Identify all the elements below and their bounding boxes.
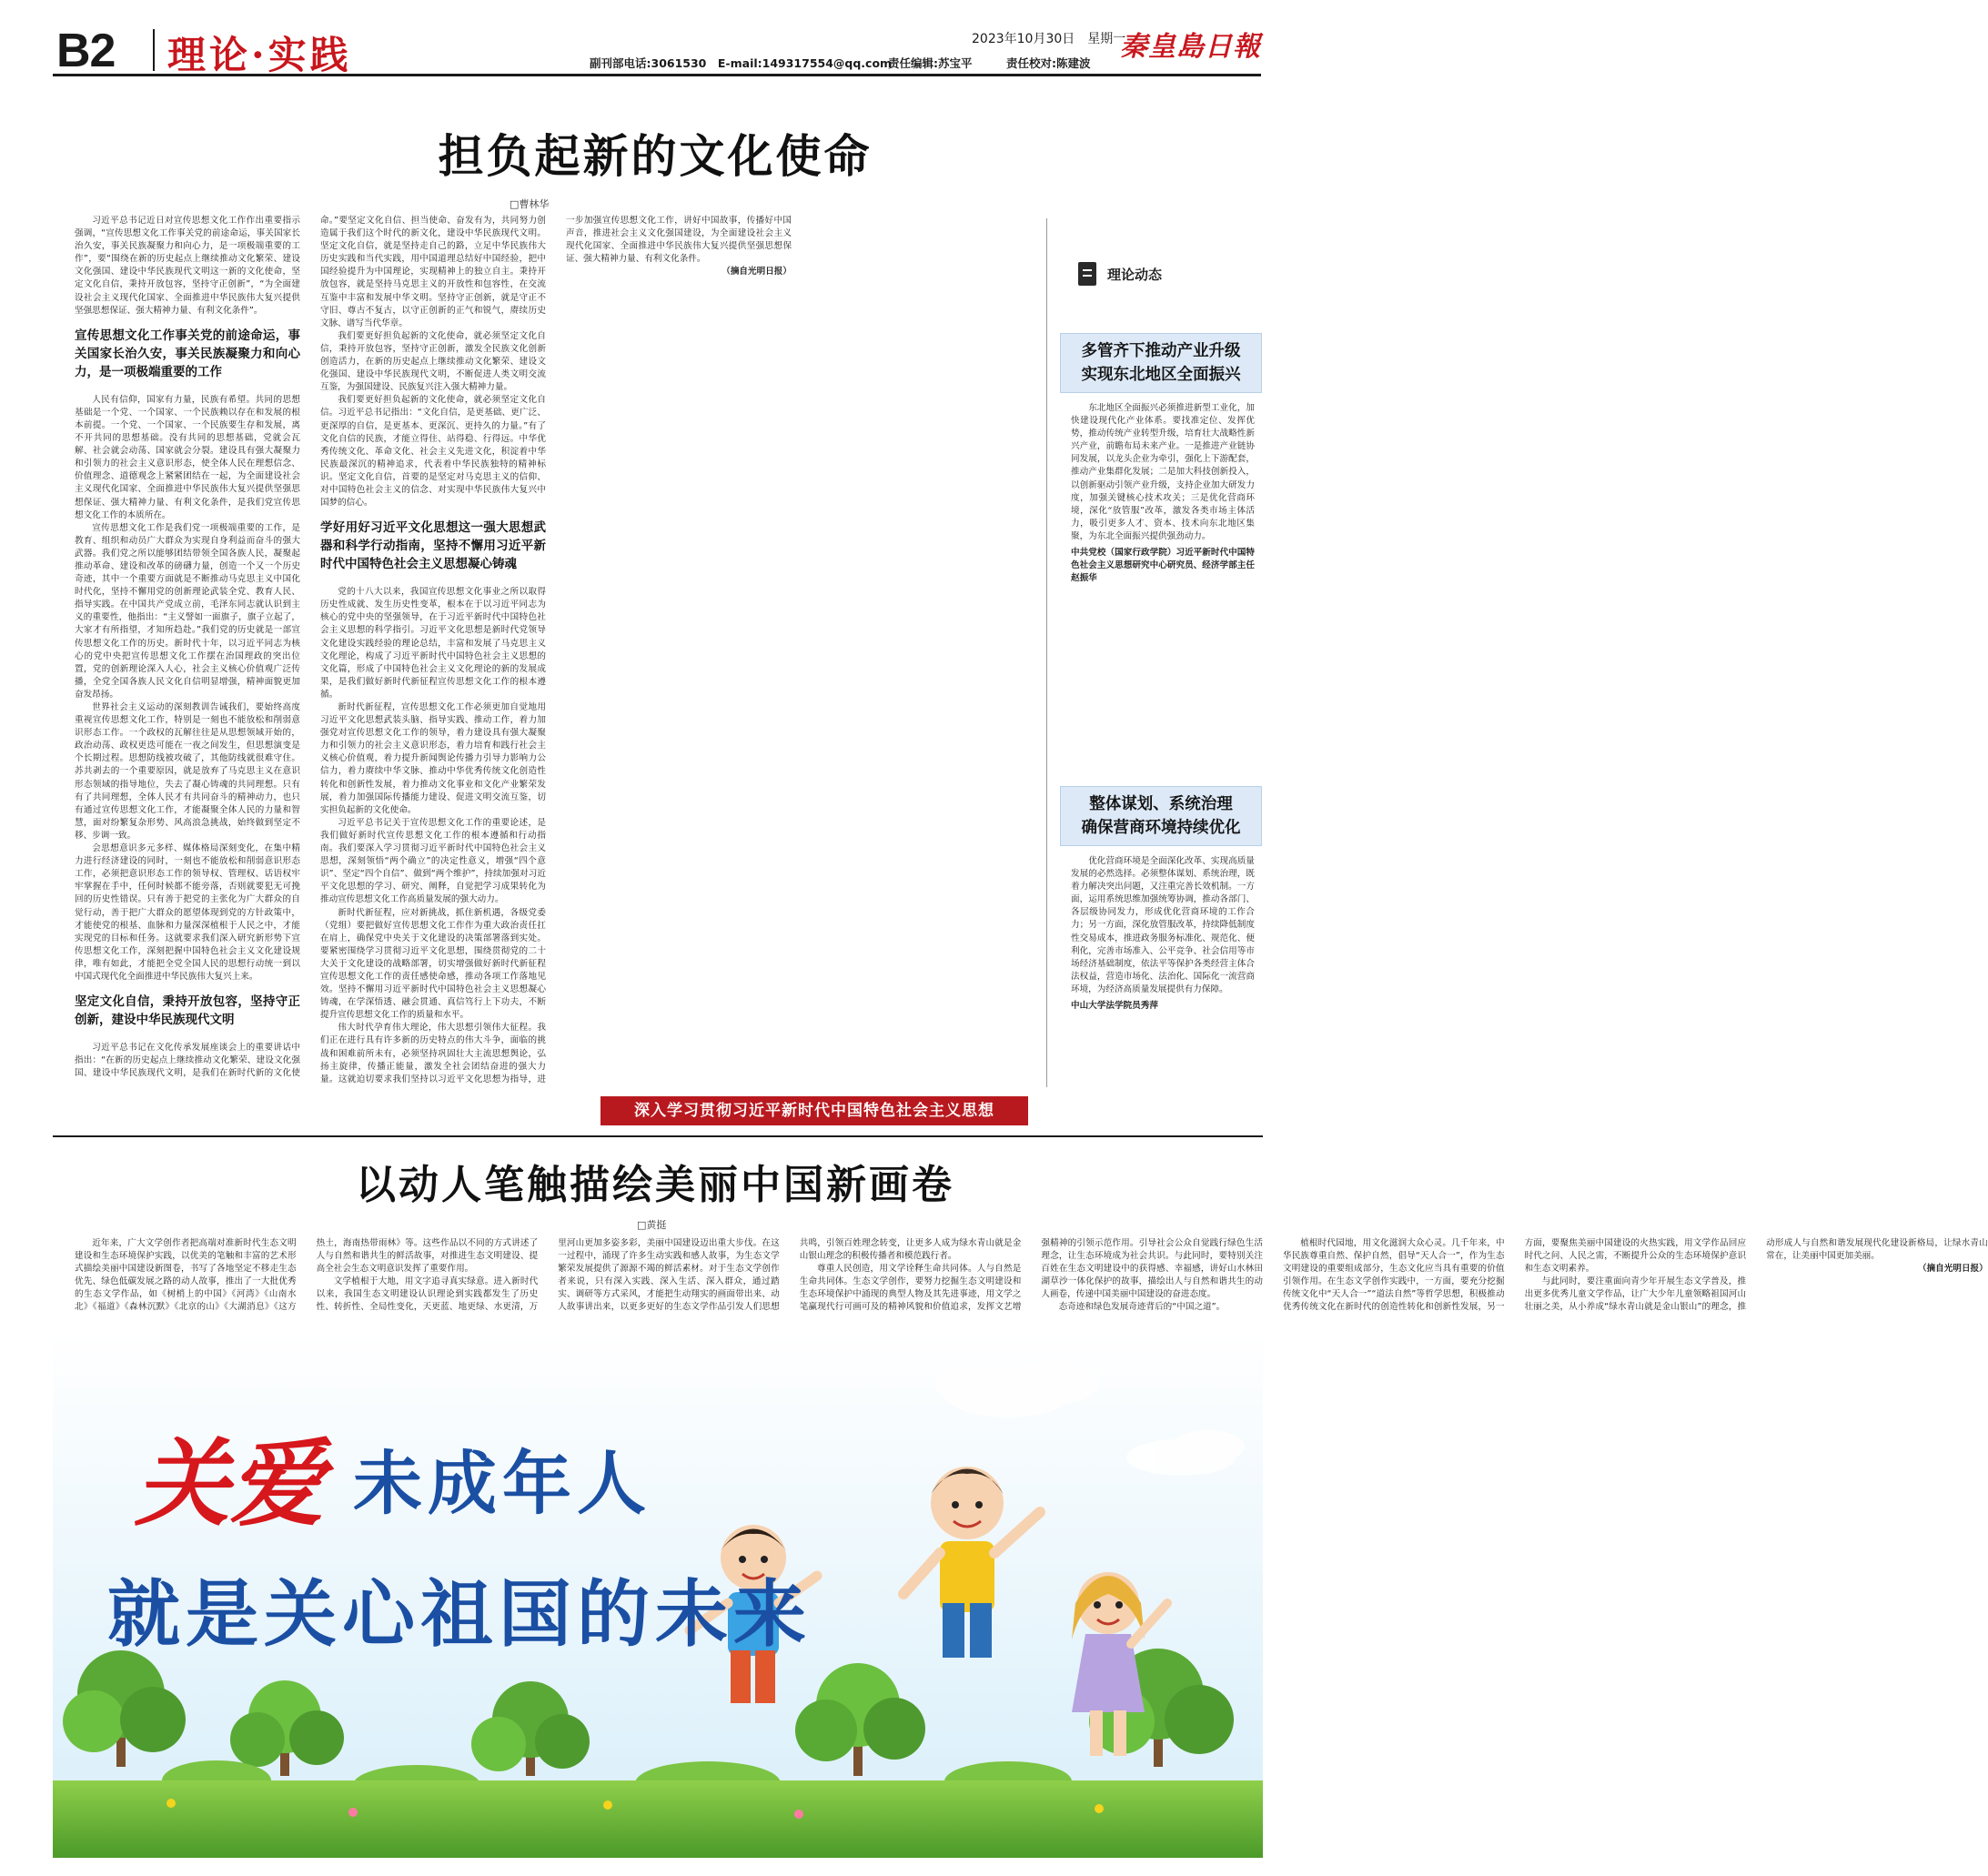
article1-source: （摘自光明日报）	[722, 267, 792, 277]
sidebar-author: 中山大学法学院员秀萍	[1071, 1001, 1158, 1012]
sidebar-header	[1078, 262, 1162, 286]
article2-paragraph: 近年来，广大文学创作者把高端对准新时代生态文明建设和生态环境保护实践，以优美的笔触和丰富的艺术形式描绘美丽中国建设新图卷，书写了各地坚定不移走生态优先、绿色低碳发展之路的动人故事，推出了一大批优秀的生态文学作品，如《树梢上的中国》《河湾》《山南水北》《福道》《森林沉默》《北京的山》《大湖消息》《这方热土，海南热带雨林》等。这些作品以不同的方式讲述了人与自然和谐共生的鲜活故事，对推进生态文明建设、提高全社会生态文明意识发挥了重要作用。	[75, 1238, 539, 1313]
page-number: B2	[56, 25, 116, 77]
sidebar-item-title-2	[1060, 786, 1262, 846]
sidebar-title-line: 确保营商环境持续优化	[1081, 819, 1241, 837]
editor-line: 责任编辑:苏宝平	[888, 56, 973, 70]
article2-body	[75, 1237, 1988, 1321]
article1-paragraph: 会思想意识多元多样、媒体格局深刻变化，在集中精力进行经济建设的同时，一刻也不能放松和削弱意识形态工作，必须把意识形态工作的领导权、管理权、话语权牢牢掌握在手中，任何时候都不能旁落，否则就要犯无可挽回的历史性错误。只有善于把党的主张化为广大群众的自觉行动，善于把广大群众的愿望体现到党的方针政策中，才能使党的根基、血脉和力量深深植根于人民之中，才能实现党的目标和任务。这就要求我们深入研究新形势下宣传思想文化工作，深刻把握中国特色社会主义文化建设规律，唯有如此，才能把全党全国人民的思想行动统一到以中国式现代化全面推进中华民族伟大复兴上来。	[75, 843, 300, 982]
article1-body	[75, 215, 1037, 1088]
issue-date: 2023年10月30日 星期一	[972, 32, 1126, 46]
article1-lead: 习近平总书记近日对宣传思想文化工作作出重要指示强调，“宣传思想文化工作事关党的前途命运，事关国家长治久安，事关民族凝聚力和向心力，是一项极端重要的工作”，要“围绕在新的历史起点上继续推动文化繁荣、建设文化强国、建设中华民族现代文明这一新的文化使命，坚定文化自信，秉持开放包容，坚持守正创新”，“为全面建设社会主义现代化国家、全面推进中华民族伟大复兴提供坚强思想保证、强大精神力量、有利文化条件”。	[75, 216, 300, 316]
article2-paragraph: 尊重人民创造，用文学诠释生命共同体。人与自然是生命共同体。生态文学创作，要努力挖掘生态文明建设和生态环境保护中涌现的典型人物及其先进事迹，用文学之笔赢现代行可画可及的精神风貌和价值追求，发挥文艺增强精神的引领示范作用。引导社会公众自觉践行绿色生活理念，让生态环境成为社会共识。与此同时，要特别关注百姓在生态文明建设中的获得感、幸福感，讲好山水林田湖草沙一体化保护的故事，描绘出人与自然和谐共生的动人画卷，传递中国美丽中国建设的奋进态度。	[799, 1238, 1263, 1313]
article2-paragraph: 与此同时，要注重面向青少年开展生态文学普及，推出更多优秀儿童文学作品，让广大少年儿童领略祖国河山壮丽之美，从小养成“绿水青山就是金山银山”的理念，推动形成人与自然和谐发展现代化建设新格局，让绿水青山常在，让美丽中国更加美丽。	[1524, 1238, 1988, 1313]
sidebar-title-line: 实现东北地区全面振兴	[1081, 366, 1241, 384]
sidebar-title-line: 多管齐下推动产业升级	[1081, 342, 1241, 360]
proofreader-line: 责任校对:陈建波	[1006, 56, 1091, 70]
theme-banner: 深入学习贯彻习近平新时代中国特色社会主义思想	[600, 1096, 1028, 1125]
sidebar-title-line: 整体谋划、系统治理	[1089, 795, 1233, 813]
newspaper-logo: 秦皇島日報	[1120, 31, 1261, 63]
sidebar-item-title-1	[1060, 333, 1262, 393]
sidebar-item-body-2	[1071, 855, 1255, 1146]
article1-subheading-3: 学好用好习近平文化思想这一强大思想武器和科学行动指南，坚持不懈用习近平新时代中国特色社会主义思想凝心铸魂	[320, 520, 546, 572]
article1-subheading-2: 坚定文化自信，秉持开放包容，坚持守正创新，建设中华民族现代文明	[75, 994, 300, 1028]
poster-grass	[53, 1780, 1263, 1858]
article2-source: （摘自光明日报）	[1918, 1264, 1988, 1275]
sidebar-item-body-1	[1071, 402, 1255, 775]
poster-illustration	[53, 1330, 1263, 1858]
article2-paragraph: 植根时代园地，用文化滋润大众心灵。几千年来，中华民族尊重自然、保护自然，倡导“天人合一”，作为生态文明建设的重要组成部分，生态文化应当具有重要的价值引领作用。在生态文学创作实践中，一方面，要充分挖掘传统文化中“天人合一”“道法自然”等哲学思想，积极推动优秀传统文化在新时代的创造性转化和创新性发展，另一方面，要聚焦美丽中国建设的火热实践，用文学作品回应时代之问、人民之需，不断提升公众的生态环境保护意识和生态文明素养。	[1282, 1238, 1747, 1313]
article2-headline: 以动人笔触描绘美丽中国新画卷	[356, 1162, 954, 1208]
article1-paragraph: 习近平总书记关于宣传思想文化工作的重要论述，是我们做好新时代宣传思想文化工作的根本遵循和行动指南。我们要深入学习贯彻习近平新时代中国特色社会主义思想，深刻领悟“两个确立”的决定性意义，增强“四个意识”、坚定“四个自信”、做到“两个维护”，持续加强对习近平文化思想的学习、研究、阐释，自觉把学习成果转化为推动宣传思想文化工作高质量发展的强大动力。	[320, 817, 546, 905]
article1-paragraph: 新时代新征程，应对新挑战，抓住新机遇，各级党委（党组）要把做好宣传思想文化工作作为重大政治责任扛在肩上，确保党中央关于文化建设的决策部署落到实处。要紧密围绕学习贯彻习近平文化思想，围绕贯彻党的二十大关于文化建设的战略部署，切实增强做好新时代新征程宣传思想文化工作的责任感使命感，推动各项工作落地见效。坚持不懈用习近平新时代中国特色社会主义思想凝心铸魂，在学深悟透、融会贯通、真信笃行上下功夫，不断提升宣传思想文化工作的质量和水平。	[320, 907, 546, 1021]
article1-paragraph: 我们要更好担负起新的文化使命，就必须坚定文化自信，秉持开放包容，坚持守正创新，激发全民族文化创新创造活力，在新的历史起点上继续推动文化繁荣、建设文化强国、建设中华民族现代文明，不断促进人类文明交流互鉴，为强国建设、民族复兴注入强大精神力量。	[320, 330, 546, 393]
poster-slogan-red: 关爱	[135, 1427, 325, 1539]
section-title: 理论·实践	[167, 33, 352, 77]
article1-paragraph: 宣传思想文化工作是我们党一项极端重要的工作，是教育、组织和动员广大群众为实现自身利益而奋斗的强大武器。我们党之所以能够团结带领全国各族人民，凝聚起推动革命、建设和改革的磅礴力量，创造一个又一个历史奇迹，其中一个重要方面就是不断推动马克思主义中国化时代化，坚持不懈用党的创新理论武装全党、教育人民、指导实践。在中国共产党成立前，毛泽东同志就认识到主义的重要性，他指出：“主义譬如一面旗子，旗子立起了，大家才有所指望，才知所趋赴。”我们党的历史就是一部宣传思想文化工作的历史。新时代十年，以习近平同志为核心的党中央把宣传思想文化工作摆在治国理政的突出位置，党的创新理论深入人心，社会主义核心价值观广泛传播，全党全国各族人民文化自信明显增强，精神面貌更加奋发昂扬。	[75, 522, 300, 700]
article1-paragraph: 世界社会主义运动的深刻教训告诫我们，要始终高度重视宣传思想文化工作，特别是一刻也不能放松和削弱意识形态工作。一个政权的瓦解往往是从思想领域开始的，政治动荡、政权更迭可能在一夜之间发生，但思想演变是个长期过程。思想防线被攻破了，其他防线就很难守住。苏共剥去的一个重要原因，就是放弃了马克思主义在意识形态领域的指导地位，失去了凝心铸魂的共同理想。只有有了共同理想，全体人民才有共同奋斗的精神动力，也只有通过宣传思想文化工作，才能凝聚全体人民的力量和智慧，面对纷繁复杂形势、风高浪急挑战，始终做到坚定不移、步调一致。	[75, 702, 300, 841]
article1-paragraph: 习近平总书记在文化传承发展座谈会上的重要讲话中指出：“在新的历史起点上继续推动文化繁荣、建设文化强国、建设中华民族现代文明，是我们在新时代新的文化使命。”要坚定文化自信、担当使命、奋发有为，共同努力创造属于我们这个时代的新文化，建设中华民族现代文明。坚定文化自信，就是坚持走自己的路，立足中华民族伟大历史实践和当代实践，用中国道理总结好中国经验，把中国经验提升为中国理论，实现精神上的独立自主。秉持开放包容，就是坚持马克思主义的开放性和包容性，在交流互鉴中丰富和发展中华文明。坚持守正创新，就是守正不守旧、尊古不复古，以守正创新的正气和锐气，赓续历史文脉、谱写当代华章。	[75, 216, 546, 1079]
article1-headline: 担负起新的文化使命	[438, 129, 873, 183]
article2-paragraph: 文学植根于大地，用文字追寻真实绿意。进入新时代以来，我国生态文明建设认识理论到实践都发生了历史性、转折性、全局性变化，天更蓝、地更绿、水更清，万里河山更加多姿多彩，美丽中国建设迈出重大步伐。在这一过程中，涌现了许多生动实践和感人故事，为生态文学繁荣发展提供了源源不竭的鲜活素材。对于生态文学创作者来说，只有深入实践、深入生活、深入群众，通过踏实、调研等方式采风，才能把生动翔实的画面带出来、动人故事讲出来，以更多更好的生态文学作品引发人们思想共鸣，引领百姓理念转变，让更多人成为绿水青山就是金山银山理念的积极传播者和模范践行者。	[316, 1238, 1022, 1313]
masthead	[53, 20, 1261, 76]
section-divider	[153, 29, 155, 71]
poster-slogan-blue-1: 未成年人	[353, 1443, 651, 1524]
sidebar-paragraph: 优化营商环境是全面深化改革、实现高质量发展的必然选择。必须整体谋划、系统治理，既着力解决突出问题，又注重完善长效机制。一方面，运用系统思维加强统筹协调，推动各部门、各层级协同发力，形成优化营商环境的工作合力；另一方面，深化放管服改革，持续降低制度性交易成本，推进政务服务标准化、规范化、便利化，完善市场准入、公平竞争、社会信用等市场经济基础制度，依法平等保护各类经营主体合法权益，营造市场化、法治化、国际化一流营商环境，为经济高质量发展提供有力保障。	[1071, 856, 1255, 994]
column-divider	[1046, 218, 1047, 1087]
article1-paragraph: 伟大时代孕育伟大理论，伟大思想引领伟大征程。我们正在进行具有许多新的历史特点的伟大斗争，面临的挑战和困难前所未有，必须坚持巩固壮大主流思想舆论，弘扬主旋律，传播正能量，激发全社会团结奋进的强大力量。这就迫切要求我们坚持以习近平文化思想为指导，进一步加强宣传思想文化工作，讲好中国故事，传播好中国声音，推进社会主义文化强国建设，为全面建设社会主义现代化国家、全面推进中华民族伟大复兴提供坚强思想保证、强大精神力量、有利文化条件。	[320, 216, 792, 1084]
contact-line: 副刊部电话:3061530 E-mail:149317554@qq.com	[590, 56, 893, 70]
document-icon	[1078, 262, 1096, 286]
article2-paragraph: 态奇迹和绿色发展奇迹背后的“中国之道”。	[1058, 1302, 1226, 1313]
article1-paragraph: 新时代新征程，宣传思想文化工作必须更加自觉地用习近平文化思想武装头脑、指导实践、推动工作，着力加强党对宣传思想文化工作的领导，着力建设具有强大凝聚力和引领力的社会主义意识形态，着力培育和践行社会主义核心价值观，着力提升新闻舆论传播力引导力影响力公信力，着力赓续中华文脉、推动中华优秀传统文化创造性转化和创新性发展，着力推动文化事业和文化产业繁荣发展，着力加强国际传播能力建设、促进文明交流互鉴，切实担负起新的文化使命。	[320, 702, 546, 815]
sidebar-column-label: 理论动态	[1107, 266, 1163, 283]
article1-paragraph: 党的十八大以来，我国宣传思想文化事业之所以取得历史性成就、发生历史性变革，根本在于以习近平同志为核心的党中央的坚强领导，在于习近平新时代中国特色社会主义思想的科学指引。习近平文化思想是新时代党领导文化建设实践经验的理论总结，丰富和发展了马克思主义文化理论，构成了习近平新时代中国特色社会主义思想的文化篇，形成了中国特色社会主义文化理论的新的发展成果，是我们做好新时代新征程宣传思想文化工作的根本遵循。	[320, 587, 546, 700]
sidebar-paragraph: 东北地区全面振兴必须推进新型工业化，加快建设现代化产业体系。要找准定位、发挥优势，推动传统产业转型升级，培育壮大战略性新兴产业，前瞻布局未来产业。一是推进产业链协同发展，以龙头企业为牵引，强化上下游配套，推动产业集群化发展；二是加大科技创新投入，以创新驱动引领产业升级，支持企业加大研发力度，加强关键核心技术攻关；三是优化营商环境，深化“放管服”改革，激发各类市场主体活力，吸引更多人才、资本、技术向东北地区集聚，为东北全面振兴提供强劲动力。	[1071, 403, 1255, 541]
sidebar-author: 中共党校（国家行政学院）习近平新时代中国特色社会主义思想研究中心研究员、经济学部主任赵振华	[1071, 548, 1255, 584]
article1-paragraph: 我们要更好担负起新的文化使命，就必须坚定文化自信。习近平总书记指出：“文化自信，是更基础、更广泛、更深厚的自信，是更基本、更深沉、更持久的力量。”有了文化自信的民族，才能立得住、站得稳、行得远。中华优秀传统文化、革命文化、社会主义先进文化，积淀着中华民族最深沉的精神追求，代表着中华民族独特的精神标识。坚定文化自信，首要的是坚定对马克思主义的信仰、对中国特色社会主义的信念、对实现中华民族伟大复兴中国梦的信心。	[320, 395, 546, 509]
section-rule	[53, 1135, 1263, 1137]
article2-byline: □黄挺	[637, 1219, 667, 1231]
article1-paragraph: 人民有信仰，国家有力量，民族有希望。共同的思想基础是一个党、一个国家、一个民族赖以存在和发展的根本前提。一个党、一个国家、一个民族要生存和发展，离不开共同的思想基础。没有共同的思想基础，党就会瓦解、社会就会动荡、国家就会分裂。建设具有强大凝聚力和引领力的社会主义意识形态，使全体人民在理想信念、价值理念、道德观念上紧紧团结在一起，为全面建设社会主义现代化国家、全面推进中华民族伟大复兴提供坚强思想保证、强大精神力量、有利文化条件，是我们党宣传思想文化工作的本质所在。	[75, 394, 300, 520]
article1-subheading-1: 宣传思想文化工作事关党的前途命运，事关国家长治久安，事关民族凝聚力和向心力，是一项极端重要的工作	[75, 328, 300, 379]
poster-slogan-blue-2: 就是关心祖国的未来	[107, 1572, 812, 1657]
public-service-poster	[53, 1330, 1263, 1858]
theory-news-sidebar	[1060, 218, 1262, 1092]
article1-byline: □曹林华	[510, 198, 550, 210]
